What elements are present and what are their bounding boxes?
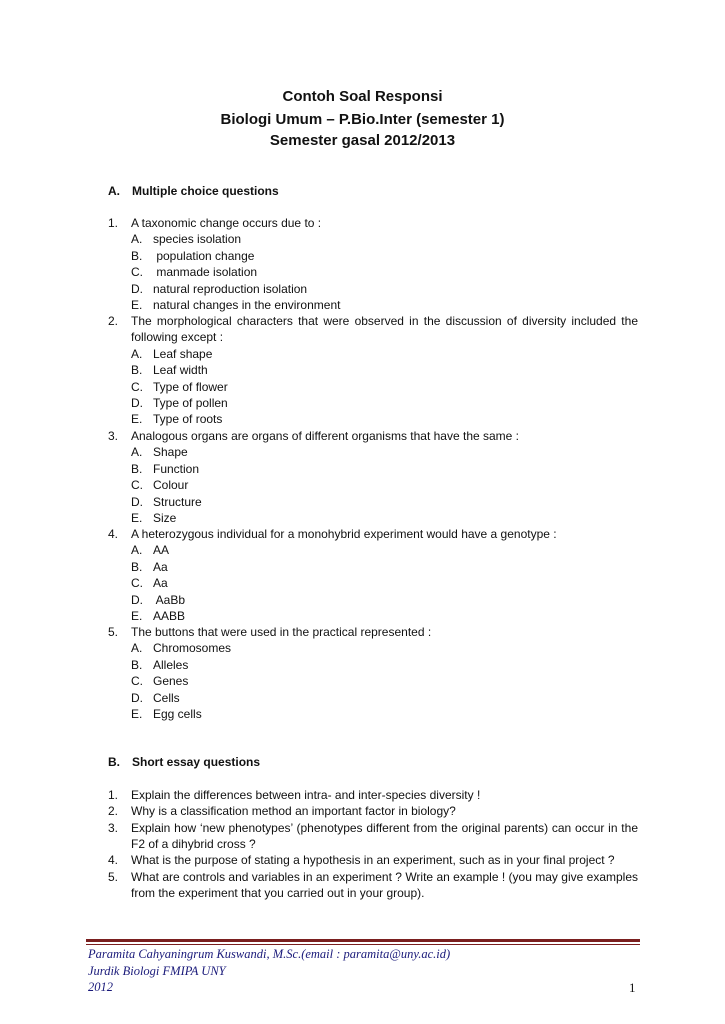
option-letter: D.: [131, 281, 143, 296]
answer-option: [108, 477, 638, 493]
option-text: manmade isolation: [153, 265, 258, 280]
option-text: Shape: [153, 445, 188, 460]
answer-option: [108, 248, 638, 264]
section-a-title: Multiple choice questions: [132, 184, 279, 198]
option-letter: C.: [131, 674, 143, 689]
answer-option: [108, 395, 638, 411]
essay-question: [108, 787, 638, 803]
option-text: Chromosomes: [153, 641, 232, 656]
answer-option: [108, 461, 638, 477]
mc-question: [108, 624, 638, 722]
option-letter: E.: [131, 706, 143, 721]
option-letter: C.: [131, 478, 143, 493]
option-letter: D.: [131, 690, 143, 705]
section-a-heading: [108, 184, 279, 198]
option-letter: A.: [131, 445, 143, 460]
question-number: 5.: [108, 625, 119, 639]
section-b-title: Short essay questions: [132, 755, 261, 769]
answer-options: [108, 444, 638, 526]
option-text: Cells: [153, 690, 180, 705]
option-text: Type of flower: [153, 379, 228, 394]
section-b-letter: B.: [108, 755, 120, 769]
option-text: Genes: [153, 674, 189, 689]
option-text: Leaf width: [153, 363, 208, 378]
answer-option: [108, 690, 638, 706]
option-letter: D.: [131, 592, 143, 607]
mc-question: [108, 215, 638, 313]
answer-option: [108, 510, 638, 526]
title-line-3: Semester gasal 2012/2013: [269, 132, 456, 149]
question-number: 2.: [108, 804, 119, 818]
question-number: 1.: [108, 788, 119, 802]
question-text: Why is a classification method an important factor in biology?: [131, 804, 456, 818]
question-number: 4.: [108, 853, 119, 867]
question-text: What is the purpose of stating a hypothesis in an experiment, such as in your final project ?: [131, 853, 615, 867]
option-text: population change: [153, 248, 255, 263]
question-text: Explain how ‘new phenotypes’ (phenotypes different from the original parents) can occur in the F2 of a dihybrid cross ?: [131, 821, 638, 852]
answer-options: [108, 640, 638, 722]
essay-question: [108, 852, 638, 868]
option-text: Egg cells: [153, 706, 202, 721]
option-letter: E.: [131, 510, 143, 525]
answer-option: [108, 542, 638, 558]
option-text: species isolation: [153, 232, 242, 247]
answer-option: [108, 264, 638, 280]
answer-option: [108, 608, 638, 624]
answer-option: [108, 346, 638, 362]
answer-options: [108, 542, 638, 624]
option-text: Type of pollen: [153, 395, 228, 410]
option-letter: C.: [131, 265, 143, 280]
footer-year: 2012: [88, 980, 113, 994]
answer-option: [108, 297, 638, 313]
question-text: What are controls and variables in an experiment ? Write an example ! (you may give examples from the experiment that you carried out in your group).: [131, 870, 638, 901]
section-b-heading: [108, 755, 260, 769]
option-text: Aa: [153, 576, 168, 591]
option-text: Leaf shape: [153, 346, 213, 361]
answer-options: [108, 346, 638, 428]
option-letter: C.: [131, 576, 143, 591]
option-text: Alleles: [153, 657, 189, 672]
question-text: A heterozygous individual for a monohybrid experiment would have a genotype :: [131, 527, 557, 541]
section-a-letter: A.: [108, 184, 120, 198]
option-letter: D.: [131, 494, 143, 509]
footer-rule-thin: [86, 944, 640, 945]
option-text: AaBb: [153, 592, 186, 607]
answer-option: [108, 657, 638, 673]
footer-author: Paramita Cahyaningrum Kuswandi, M.Sc.(email : paramita@uny.ac.id): [88, 947, 451, 961]
option-letter: B.: [131, 461, 143, 476]
mc-question: [108, 428, 638, 526]
answer-option: [108, 362, 638, 378]
footer-department: Jurdik Biologi FMIPA UNY: [88, 964, 226, 978]
essay-question: [108, 869, 638, 902]
answer-option: [108, 706, 638, 722]
question-text: The morphological characters that were observed in the discussion of diversity included the following except :: [131, 314, 638, 345]
option-letter: A.: [131, 543, 143, 558]
answer-option: [108, 231, 638, 247]
mc-question: [108, 313, 638, 428]
option-letter: A.: [131, 346, 143, 361]
answer-option: [108, 444, 638, 460]
question-text: A taxonomic change occurs due to :: [131, 216, 322, 230]
option-text: Size: [153, 510, 177, 525]
option-text: Aa: [153, 559, 168, 574]
option-letter: D.: [131, 395, 143, 410]
option-text: Type of roots: [153, 412, 223, 427]
page-number: 1: [629, 980, 636, 995]
option-text: AABB: [153, 608, 186, 623]
answer-options: [108, 231, 638, 313]
footer-rule-thick: [86, 939, 640, 942]
answer-option: [108, 494, 638, 510]
option-letter: E.: [131, 608, 143, 623]
title-line-1: Contoh Soal Responsi: [282, 88, 443, 105]
option-text: natural reproduction isolation: [153, 281, 308, 296]
option-text: natural changes in the environment: [153, 297, 341, 312]
answer-option: [108, 640, 638, 656]
option-text: Structure: [153, 494, 202, 509]
option-letter: E.: [131, 412, 143, 427]
option-letter: E.: [131, 297, 143, 312]
option-letter: C.: [131, 379, 143, 394]
question-number: 2.: [108, 314, 119, 328]
answer-option: [108, 281, 638, 297]
answer-option: [108, 575, 638, 591]
question-number: 1.: [108, 216, 119, 230]
option-text: Colour: [153, 478, 189, 493]
title-line-2: Biologi Umum – P.Bio.Inter (semester 1): [220, 111, 505, 128]
question-number: 5.: [108, 870, 119, 884]
option-letter: B.: [131, 559, 143, 574]
essay-question: [108, 820, 638, 853]
question-text: The buttons that were used in the practical represented :: [131, 625, 432, 639]
option-text: AA: [153, 543, 170, 558]
question-text: Analogous organs are organs of different organisms that have the same :: [131, 429, 520, 443]
mc-question: [108, 526, 638, 624]
option-letter: A.: [131, 232, 143, 247]
question-number: 3.: [108, 429, 119, 443]
question-text: Explain the differences between intra- and inter-species diversity !: [131, 788, 481, 802]
option-letter: B.: [131, 657, 143, 672]
option-text: Function: [153, 461, 200, 476]
answer-option: [108, 411, 638, 427]
option-letter: A.: [131, 641, 143, 656]
question-number: 4.: [108, 527, 119, 541]
option-letter: B.: [131, 363, 143, 378]
essay-question: [108, 803, 638, 819]
question-number: 3.: [108, 821, 119, 835]
answer-option: [108, 673, 638, 689]
answer-option: [108, 559, 638, 575]
answer-option: [108, 592, 638, 608]
answer-option: [108, 379, 638, 395]
option-letter: B.: [131, 248, 143, 263]
